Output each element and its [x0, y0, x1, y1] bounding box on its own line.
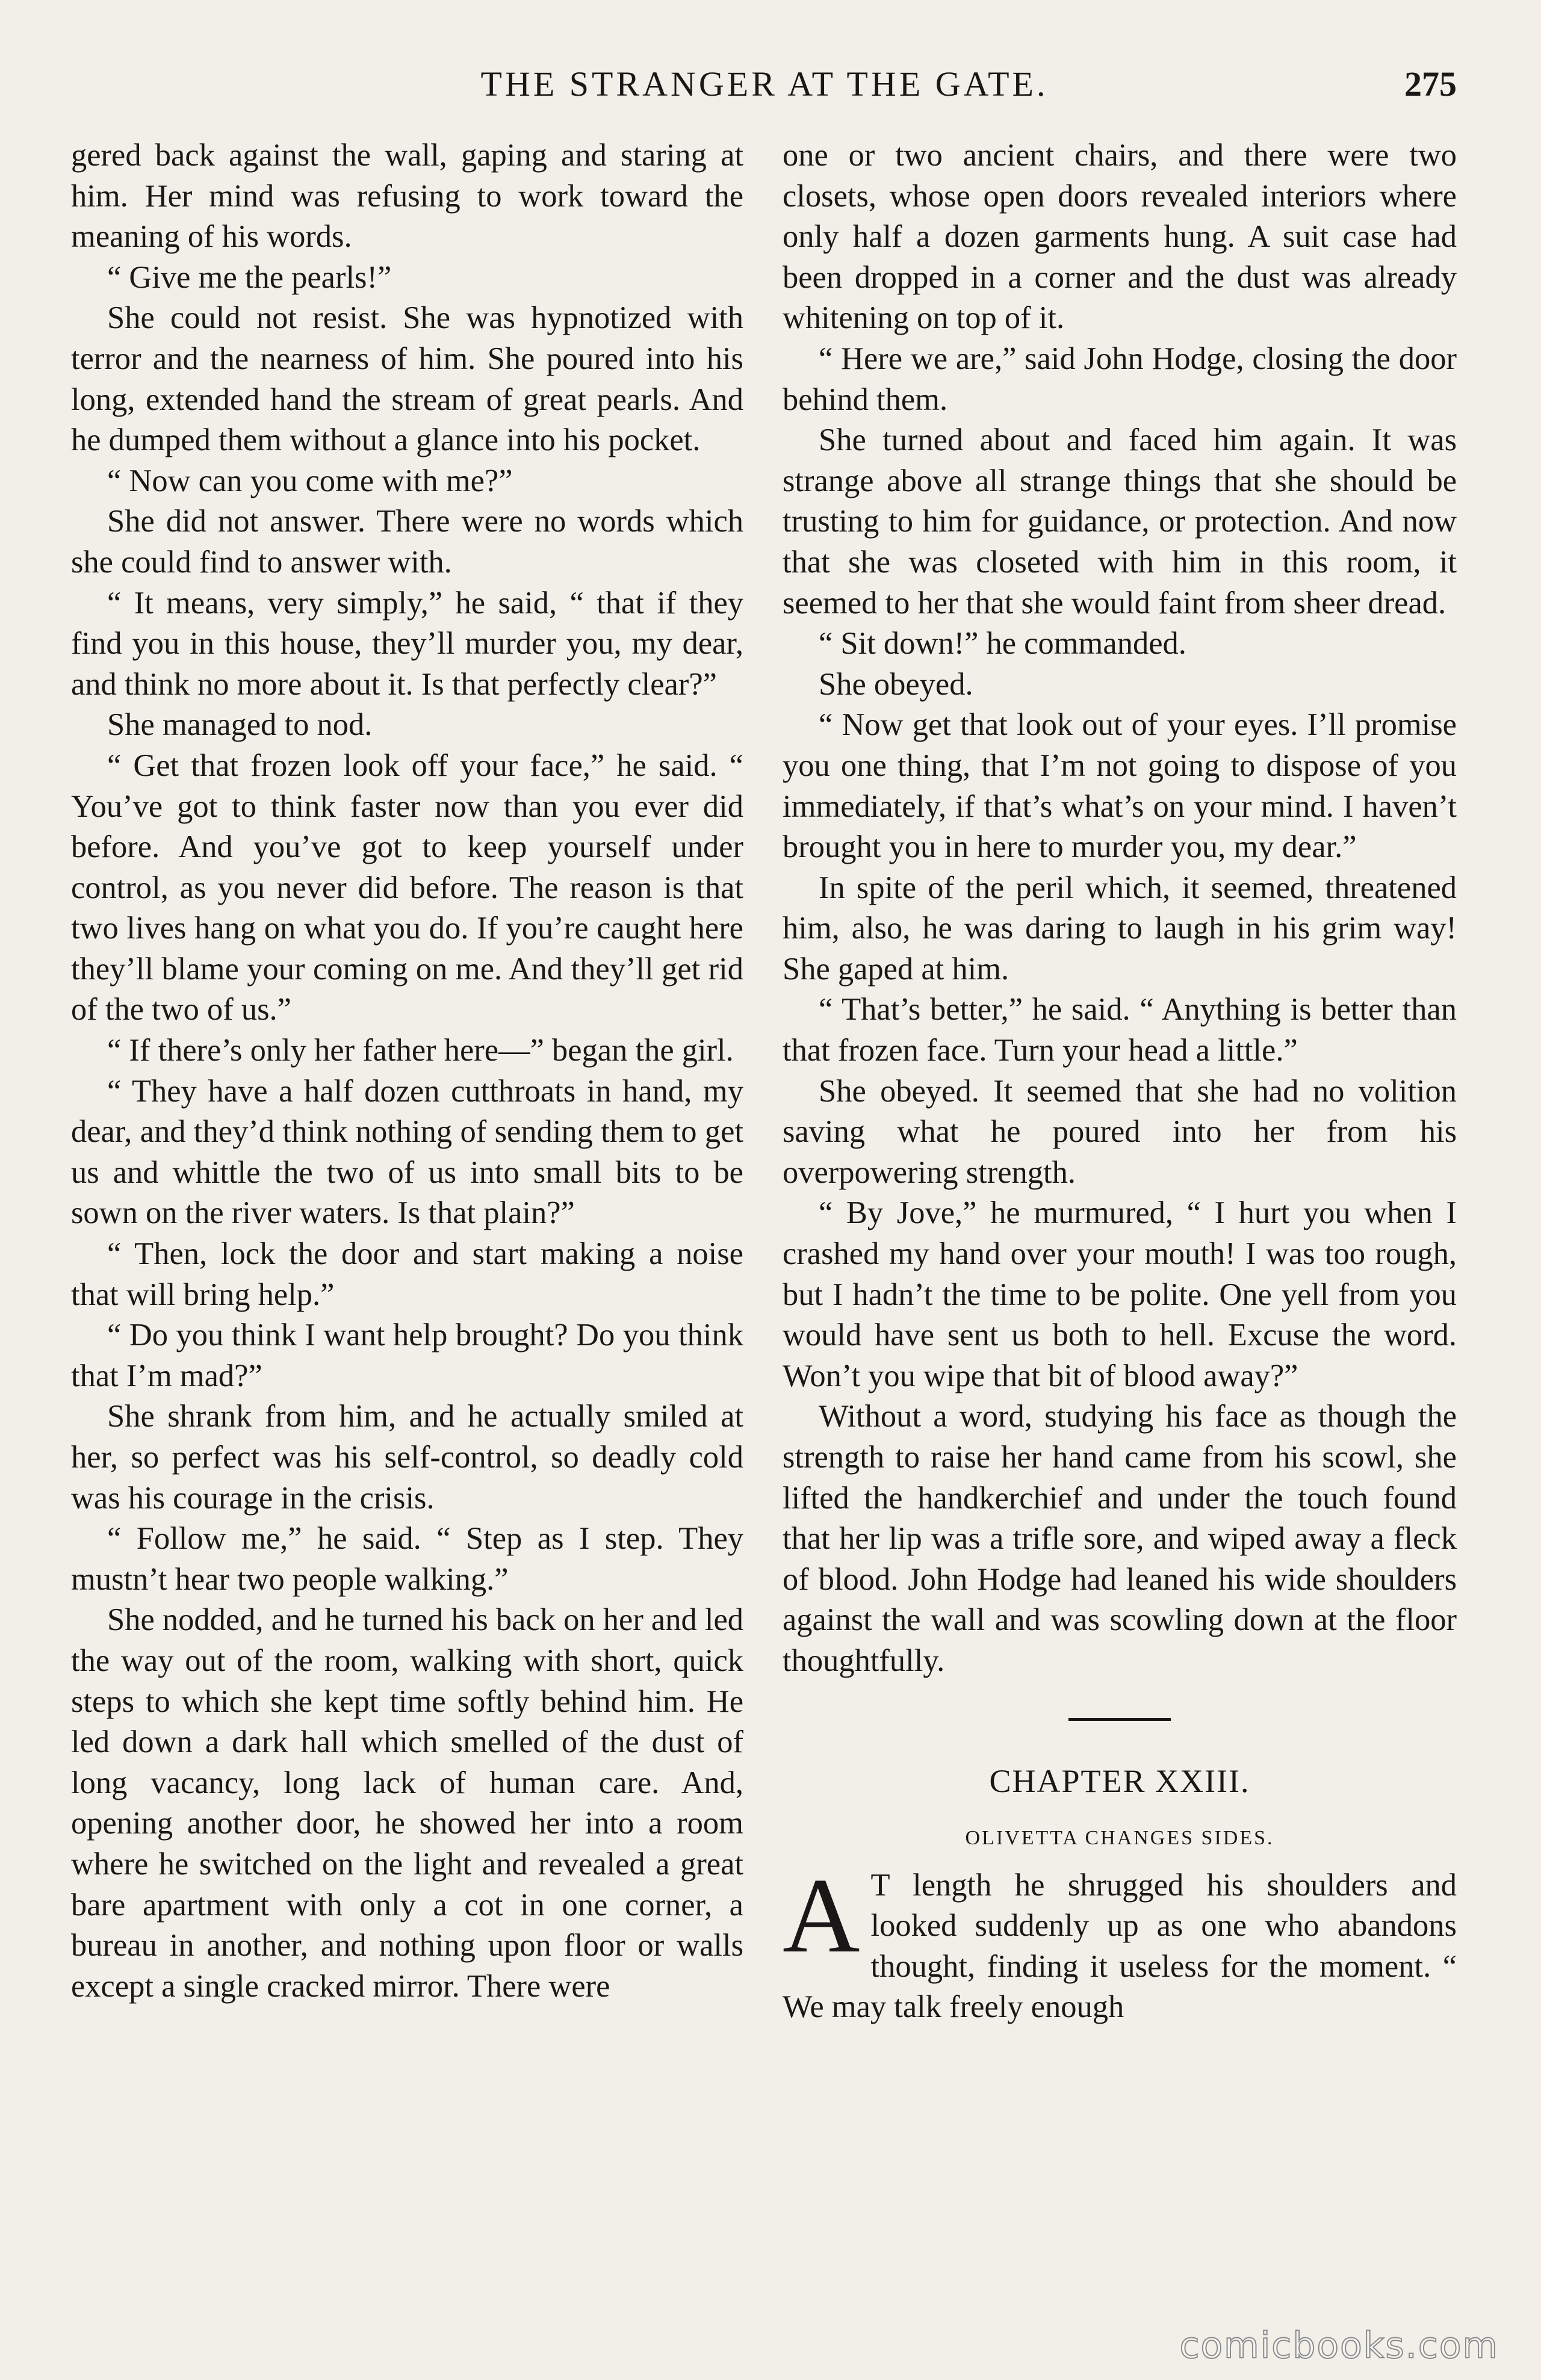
- paragraph: She obeyed. It seemed that she had no volition saving what he poured into her from his overpowering strength.: [783, 1073, 1457, 1190]
- paragraph: She nodded, and he turned his back on her and led the way out of the room, walking with short, quick steps to which she kept time softly behind him. He led down a dark hall which smelled of the dust of long vacancy, long lack of human care. And, opening another door, he showed her into a room where he switched on the light and revealed a great bare apartment with only a cot in one corner, a bureau in another, and nothing upon floor or walls except a single cracked mirror. There were: [71, 1602, 743, 2004]
- right-text-column: [783, 135, 1457, 2028]
- chapter-opening-text: T length he shrugged his shoulders and looked suddenly up as one who abandons thought, finding it useless for the moment. “ We may talk freely enough: [783, 1867, 1457, 2025]
- paragraph: “ By Jove,” he murmured, “ I hurt you when I crashed my hand over your mouth! I was too rough, but I hadn’t the time to be polite. One yell from you would have sent us both to hell. Excuse the word. Won’t you wipe that bit of blood away?”: [783, 1195, 1457, 1393]
- paragraph: “ Here we are,” said John Hodge, closing the door behind them.: [783, 341, 1457, 417]
- paragraph: In spite of the peril which, it seemed, threatened him, also, he was daring to laugh in his grim way! She gaped at him.: [783, 870, 1457, 987]
- drop-cap: A: [783, 1855, 860, 1975]
- chapter-subtitle: OLIVETTA CHANGES SIDES.: [965, 1826, 1274, 1849]
- chapter-heading: CHAPTER XXIII.: [989, 1762, 1250, 1799]
- watermark-logo: comicbooks.com: [1179, 2325, 1499, 2367]
- section-divider: [1068, 1718, 1171, 1721]
- paragraph: “ Now get that look out of your eyes. I’ll promise you one thing, that I’m not going to dispose of you immediately, if that’s what’s on your mind. I haven’t brought you in here to murder you, my dear.”: [783, 707, 1457, 865]
- paragraph: “ If there’s only her father here—” began the girl.: [107, 1033, 734, 1068]
- page-number: 275: [1404, 64, 1457, 104]
- paragraph: She obeyed.: [819, 666, 973, 702]
- paragraph: “ Sit down!” he commanded.: [819, 626, 1186, 662]
- paragraph: Without a word, studying his face as though the strength to raise her hand came from his scowl, she lifted the handkerchief and under the touch found that her lip was a trifle sore, and wiped away a fleck of blood. John Hodge had leaned his wide shoulders against the wall and was scowling down at the floor thoughtfully.: [783, 1399, 1457, 1678]
- running-title: THE STRANGER AT THE GATE.: [480, 64, 1049, 104]
- paragraph: “ Then, lock the door and start making a noise that will bring help.”: [71, 1236, 743, 1312]
- paragraph: “ Follow me,” he said. “ Step as I step. They mustn’t hear two people walking.”: [71, 1521, 743, 1597]
- running-header: [72, 60, 1457, 108]
- paragraph: “ That’s better,” he said. “ Anything is better than that frozen face. Turn your head a little.”: [783, 992, 1457, 1068]
- paragraph: gered back against the wall, gaping and staring at him. Her mind was refusing to work toward the meaning of his words.: [71, 138, 743, 255]
- paragraph: “ Get that frozen look off your face,” he said. “ You’ve got to think faster now than you ever did before. And you’ve got to keep yourself under control, as you never did before. The reason is that two lives hang on what you do. If you’re caught here they’ll blame your coming on me. And they’ll get rid of the two of us.”: [71, 748, 743, 1027]
- paragraph: “ It means, very simply,” he said, “ that if they find you in this house, they’ll murder you, my dear, and think no more about it. Is that perfectly clear?”: [71, 585, 743, 702]
- paragraph: one or two ancient chairs, and there were two closets, whose open doors revealed interiors where only half a dozen garments hung. A suit case had been dropped in a corner and the dust was already whitening on top of it.: [783, 138, 1457, 336]
- paragraph: She shrank from him, and he actually smiled at her, so perfect was his self-control, so deadly cold was his courage in the crisis.: [71, 1399, 743, 1516]
- paragraph: She could not resist. She was hypnotized with terror and the nearness of him. She poured into his long, extended hand the stream of great pearls. And he dumped them without a glance into his pocket.: [71, 300, 743, 458]
- paragraph: “ Give me the pearls!”: [107, 259, 392, 295]
- chapter-opening-paragraph: [783, 1855, 1457, 2028]
- right-column-paragraphs: [783, 135, 1457, 1682]
- paragraph: “ They have a half dozen cutthroats in hand, my dear, and they’d think nothing of sending them to get us and whittle the two of us into small bits to be sown on the river waters. Is that plain?”: [71, 1073, 743, 1231]
- left-text-column: [71, 135, 743, 2007]
- paragraph: “ Do you think I want help brought? Do you think that I’m mad?”: [71, 1318, 743, 1393]
- paragraph: “ Now can you come with me?”: [107, 463, 513, 498]
- paragraph: She managed to nod.: [107, 707, 373, 743]
- paragraph: She turned about and faced him again. It was strange above all strange things that she should be trusting to him for guidance, or protection. And now that she was closeted with him in this room, it seemed to her that she would faint from sheer dread.: [783, 423, 1457, 621]
- paragraph: She did not answer. There were no words which she could find to answer with.: [71, 504, 743, 580]
